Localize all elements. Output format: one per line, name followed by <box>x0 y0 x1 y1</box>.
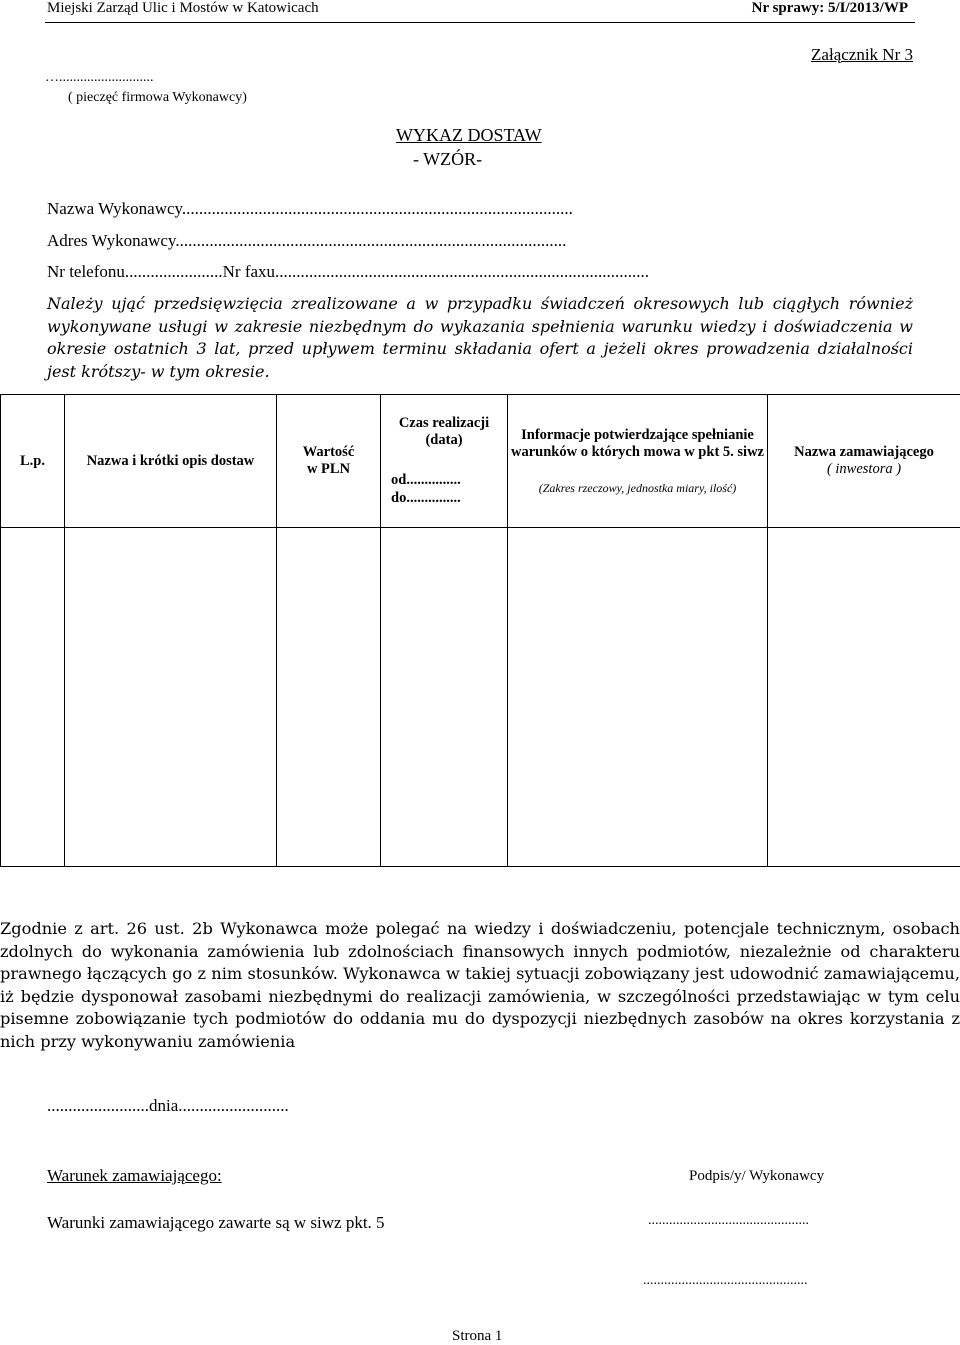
table-cell-name[interactable] <box>65 528 277 867</box>
col-client-label: Nazwa zamawiającego <box>794 444 934 460</box>
col-client-note: ( inwestora ) <box>826 461 902 477</box>
instruction-paragraph: Należy ująć przedsięwzięcia zrealizowane a w przypadku świadczeń okresowych lub ciągłych również wykonywane usługi w zakresie niezbędnym do wykazania spełnienia warunku wiedzy i doświadczenia w okresie ostatnich 3 lat, przed upływem terminu składania ofert a jeżeli okres prowadzenia działalności jest krótszy- w tym okresie. <box>47 294 913 381</box>
table-cell-lp[interactable] <box>1 528 65 867</box>
condition-heading: Warunek zamawiającego: <box>47 1166 222 1185</box>
condition-text: Warunki zamawiającego zawarte są w siwz pkt. 5 <box>47 1213 385 1232</box>
header-divider <box>45 22 915 23</box>
col-time-unit: (data) <box>425 432 463 448</box>
attachment-label: Załącznik Nr 3 <box>811 45 913 64</box>
table-cell-info[interactable] <box>508 528 768 867</box>
stamp-label: ( pieczęć firmowa Wykonawcy) <box>68 90 247 105</box>
signature-label: Podpis/y/ Wykonawcy <box>689 1168 825 1184</box>
col-value <box>277 395 381 528</box>
col-time-from: od............... <box>391 472 461 488</box>
table-header-row <box>1 395 960 528</box>
table-cell-value[interactable] <box>277 528 381 867</box>
contractor-phone-fax-field: Nr telefonu.......................Nr faxu........................................................................................ <box>47 262 650 281</box>
table-row <box>1 528 960 867</box>
document-title: WYKAZ DOSTAW <box>396 125 542 145</box>
col-info-note: (Zakres rzeczowy, jednostka miary, ilość) <box>538 480 737 495</box>
signature-dots-1: .............................................. <box>648 1213 809 1228</box>
col-lp: L.p. <box>1 395 65 528</box>
col-client <box>768 395 960 528</box>
col-value-unit: w PLN <box>306 461 351 477</box>
header-case-number: Nr sprawy: 5/I/2013/WP <box>751 0 908 16</box>
contractor-name-field: Nazwa Wykonawcy............................................................................................ <box>47 199 573 218</box>
table-cell-client[interactable] <box>768 528 960 867</box>
header-office-name: Miejski Zarząd Ulic i Mostów w Katowicach <box>47 0 319 16</box>
col-info <box>508 395 768 528</box>
deliveries-table <box>0 394 960 867</box>
col-info-label: Informacje potwierdzające spełnianie warunków o których mowa w pkt 5. siwz <box>511 426 764 460</box>
signature-dots-2: ............................................... <box>643 1273 808 1288</box>
col-time-label: Czas realizacji <box>398 415 490 431</box>
col-name: Nazwa i krótki opis dostaw <box>65 395 277 528</box>
col-value-label: Wartość <box>302 444 355 460</box>
table-cell-time[interactable] <box>381 528 508 867</box>
legal-paragraph: Zgodnie z art. 26 ust. 2b Wykonawca może polegać na wiedzy i doświadczeniu, potencjale technicznym, osobach zdolnych do wykonania zamówienia lub zdolnościach finansowych innych podmiotów, niezależnie od charakteru prawnego łączących go z nim stosunków. Wykonawca w takiej sytuacji zobowiązany jest udowodnić zamawiającemu, iż będzie dysponował zasobami niezbędnymi do realizacji zamówienia, w szczególności przedstawiając w tym celu pisemne zobowiązanie tych podmiotów do oddania mu do dyspozycji niezbędnych zasobów na okres korzystania z nich przy wykonywaniu zamówienia <box>0 919 960 1051</box>
date-line: ........................dnia.......................... <box>47 1096 289 1115</box>
document-subtitle: - WZÓR- <box>413 149 483 169</box>
page-number: Strona 1 <box>452 1328 503 1344</box>
col-time <box>381 395 508 528</box>
contractor-address-field: Adres Wykonawcy............................................................................................ <box>47 231 567 250</box>
col-time-to: do............... <box>391 490 461 506</box>
stamp-dots: …........................... <box>45 70 154 85</box>
